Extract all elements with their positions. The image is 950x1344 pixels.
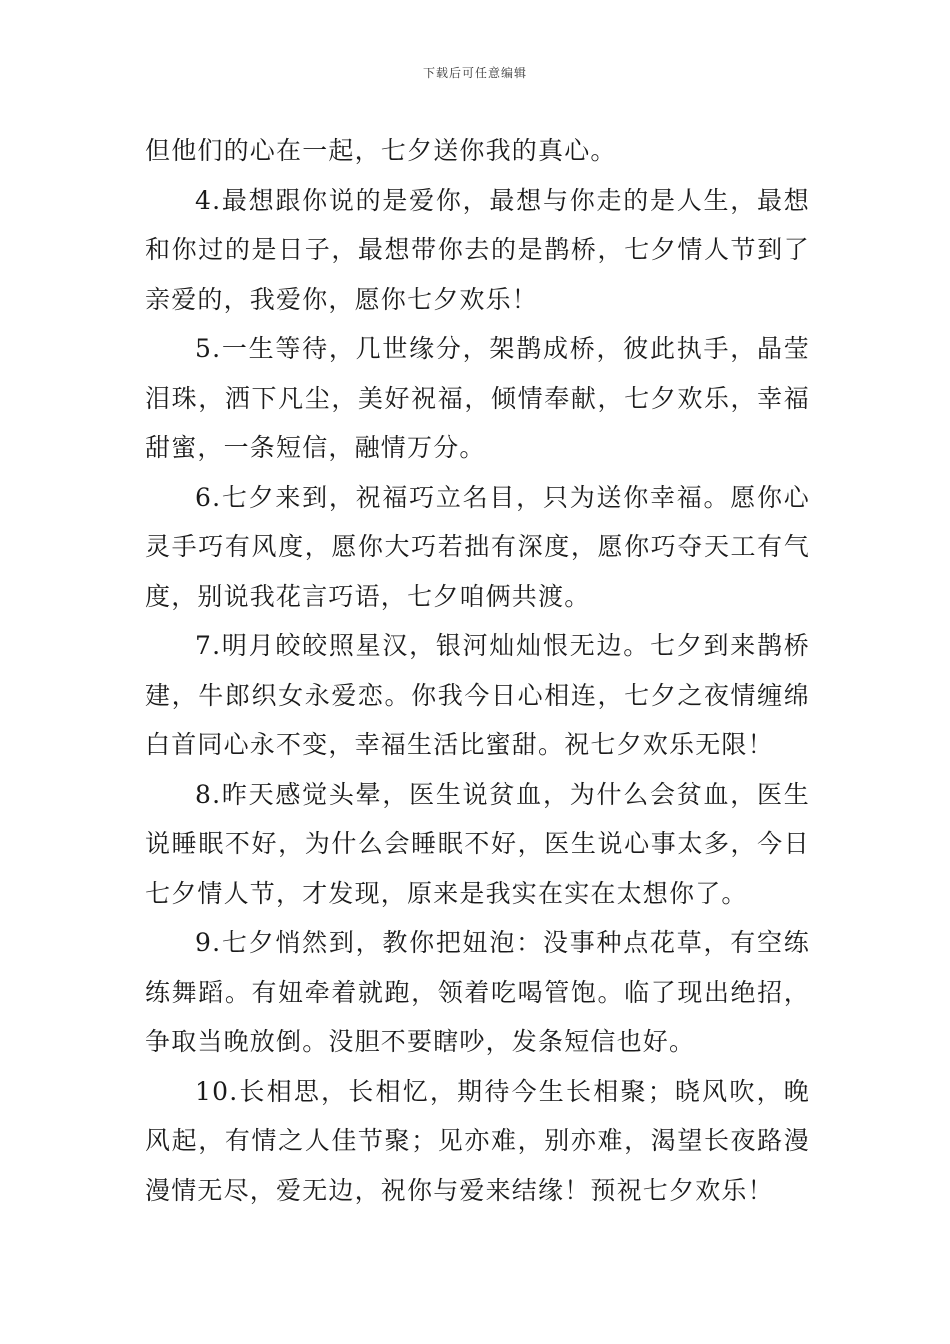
document-body bbox=[145, 126, 810, 1215]
paragraph-item-9: 9.七夕悄然到，教你把妞泡：没事种点花草，有空练练舞蹈。有妞牵着就跑，领着吃喝管饱。临了现出绝招，争取当晚放倒。没胆不要瞎吵，发条短信也好。 bbox=[145, 928, 810, 1056]
paragraph-item-5: 5.一生等待，几世缘分，架鹊成桥，彼此执手，晶莹泪珠，洒下凡尘，美好祝福，倾情奉献，七夕欢乐，幸福甜蜜，一条短信，融情万分。 bbox=[145, 334, 810, 462]
paragraph-continuation: 但他们的心在一起，七夕送你我的真心。 bbox=[145, 136, 617, 165]
paragraph-item-4: 4.最想跟你说的是爱你，最想与你走的是人生，最想和你过的是日子，最想带你去的是鹊桥，七夕情人节到了亲爱的，我爱你，愿你七夕欢乐！ bbox=[145, 185, 810, 314]
page-header-note: 下载后可任意编辑 bbox=[422, 66, 527, 80]
paragraph-item-10: 10.长相思，长相忆，期待今生长相聚；晓风吹，晚风起，有情之人佳节聚；见亦难，别亦难，渴望长夜路漫漫情无尽，爱无边，祝你与爱来结缘！预祝七夕欢乐！ bbox=[145, 1076, 810, 1205]
paragraph-item-6: 6.七夕来到，祝福巧立名目，只为送你幸福。愿你心灵手巧有风度，愿你大巧若拙有深度，愿你巧夺天工有气度，别说我花言巧语，七夕咱俩共渡。 bbox=[145, 482, 810, 611]
paragraph-item-7: 7.明月皎皎照星汉，银河灿灿恨无边。七夕到来鹊桥建，牛郎织女永爱恋。你我今日心相连，七夕之夜情缠绵白首同心永不变，幸福生活比蜜甜。祝七夕欢乐无限！ bbox=[145, 631, 810, 759]
paragraph-item-8: 8.昨天感觉头晕，医生说贫血，为什么会贫血，医生说睡眠不好，为什么会睡眠不好，医生说心事太多，今日七夕情人节，才发现，原来是我实在实在太想你了。 bbox=[145, 779, 810, 908]
